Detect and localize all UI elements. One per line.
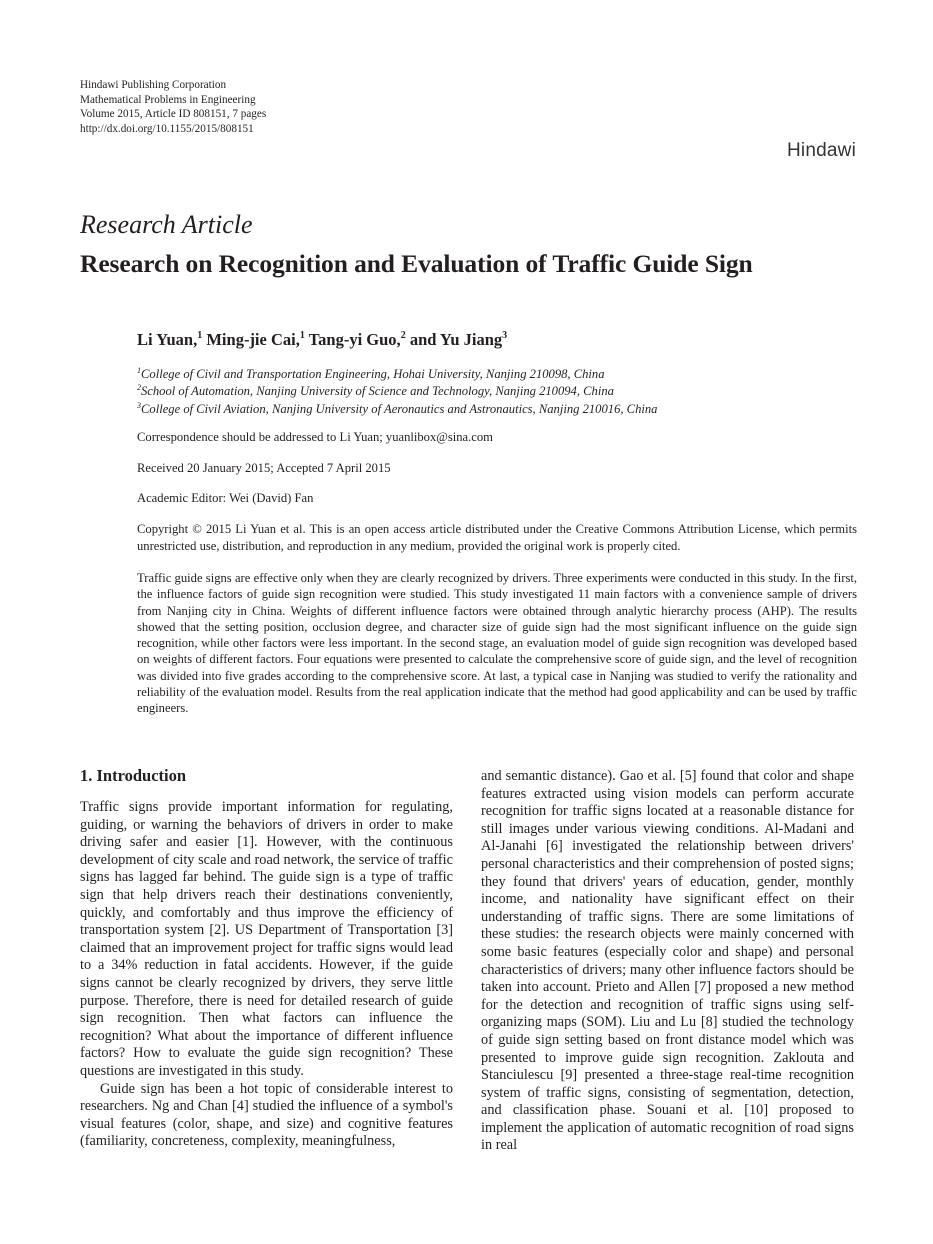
correspondence: Correspondence should be addressed to Li Yuan; yuanlibox@sina.com (137, 430, 493, 444)
author-name: Tang-yi Guo, (308, 330, 401, 349)
doi-link[interactable]: http://dx.doi.org/10.1155/2015/808151 (80, 122, 254, 135)
body-paragraph: Traffic signs provide important information for regulating, guiding, or warning the behaviors of drivers in order to make driving safer and easier [1]. However, with the continuous development of city scale and road network, the service of traffic signs has lagged far behind. The guide sign is a type of traffic sign that help drivers reach their destinations conveniently, quickly, and comfortably and thus improve the efficiency of transportation system [2]. US Department of Transportation [3] claimed that an improvement project for traffic signs would lead to a 34% reduction in fatal accidents. However, if the guide signs cannot be clearly recognized by drivers, they serve little purpose. Therefore, there is need for detailed research of guide sign recognition. Then what factors can influence the recognition? What about the importance of different influence factors? How to evaluate the guide sign recognition? These questions are investigated in this study. (80, 799, 453, 1079)
author-list (137, 330, 507, 350)
journal-name: Mathematical Problems in Engineering (80, 93, 256, 106)
received-dates: Received 20 January 2015; Accepted 7 April 2015 (137, 461, 391, 475)
volume-info: Volume 2015, Article ID 808151, 7 pages (80, 108, 267, 121)
author-name: Li Yuan, (137, 330, 198, 349)
author-affiliation-mark: 3 (502, 330, 508, 341)
journal-header (80, 78, 266, 136)
author-affiliation-mark: 2 (400, 330, 406, 341)
right-column (481, 768, 854, 1155)
academic-editor: Academic Editor: Wei (David) Fan (137, 491, 314, 505)
abstract: Traffic guide signs are effective only when they are clearly recognized by drivers. Three experiments were conducted in this study. In the first, the influence factors of guide sign recognition were studied. This study investigated 11 main factors with a convenience sample of drivers from Nanjing city in China. Weights of different influence factors were obtained through analytic hierarchy process (AHP). The results showed that the setting position, occlusion degree, and character size of guide sign had the most significant influence on the guide sign recognition, while other factors were less important. In the second stage, an evaluation model of guide sign recognition was developed based on weights of different factors. Four equations were presented to calculate the comprehensive score of guide sign, and the level of recognition was divided into five grades according to the comprehensive score. At last, a typical case in Nanjing was studied to verify the rationality and reliability of the evaluation model. Results from the real application indicate that the method had good applicability and can be used by traffic engineers. (137, 571, 857, 716)
left-column (80, 799, 453, 1151)
article-title: Research on Recognition and Evaluation of Traffic Guide Sign (80, 249, 753, 278)
author-affiliation-mark: 1 (299, 330, 305, 341)
affiliation-list (137, 366, 657, 418)
copyright-notice: Copyright © 2015 Li Yuan et al. This is an open access article distributed under the Creative Commons Attribution License, which permits unrestricted use, distribution, and reproduction in any medium, provided the original work is properly cited. (137, 522, 857, 553)
author-affiliation-mark: 1 (197, 330, 203, 341)
hindawi-logo: Hindawi (787, 140, 856, 161)
author-name: and Yu Jiang (409, 330, 503, 349)
body-paragraph: and semantic distance). Gao et al. [5] found that color and shape features extracted using vision models can perform accurate recognition for traffic signs located at a reasonable distance for still images under various viewing conditions. Al-Madani and Al-Janahi [6] investigated the relationship between drivers' personal characteristics and their comprehension of posted signs; they found that drivers' years of education, gender, monthly income, and nationality have significant effect on their understanding of traffic signs. There are some limitations of these studies: the research objects were mainly concerned with some basic features (especially color and shape) and personal characteristics of drivers; many other influence factors should be taken into account. Prieto and Allen [7] proposed a new method for the detection and recognition of traffic signs using self-organizing maps (SOM). Liu and Lu [8] studied the technology of guide sign setting based on front distance model which was presented to improve guide sign recognition. Zaklouta and Stanciulescu [9] presented a three-stage real-time recognition system of traffic signs, consisting of segmentation, detection, and classification phase. Souani et al. [10] proposed to implement the application of automatic recognition of road signs in real (481, 768, 854, 1154)
article-type: Research Article (80, 210, 253, 239)
affiliation-item: $^3$College of Civil Aviation, Nanjing University of Aeronautics and Astronautics, Nanjing 210016, China (137, 400, 658, 416)
publisher: Hindawi Publishing Corporation (80, 79, 227, 91)
affiliation-item: $^2$School of Automation, Nanjing University of Science and Technology, Nanjing 210094, China (137, 383, 614, 399)
body-paragraph: Guide sign has been a hot topic of considerable interest to researchers. Ng and Chan [4] studied the influence of a symbol's visual features (color, shape, and size) and cognitive features (familiarity, concreteness, complexity, meaningfulness, (80, 1080, 453, 1150)
author-name: Ming-jie Cai, (206, 330, 300, 349)
affiliation-item: $^1$College of Civil and Transportation Engineering, Hohai University, Nanjing 210098, China (137, 366, 605, 381)
section-heading: 1. Introduction (80, 766, 187, 785)
